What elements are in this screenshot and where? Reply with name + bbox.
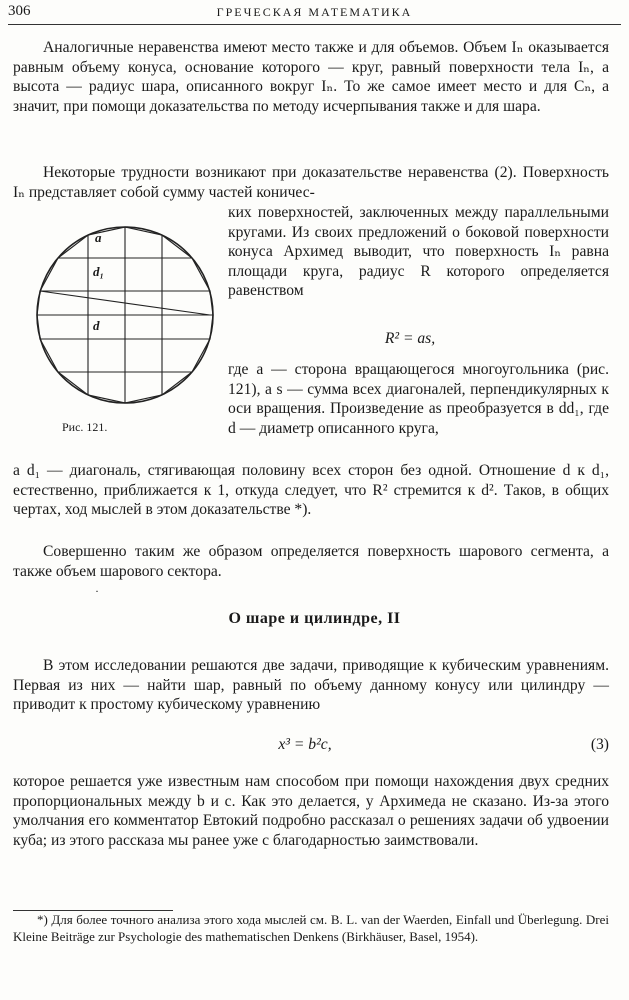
formula-cubic: x³ = b²c,: [278, 736, 332, 753]
figure-label-a: a: [95, 230, 102, 245]
figure-caption: Рис. 121.: [62, 420, 108, 434]
paragraph-segment: Совершенно таким же образом определяется поверхность шарового сегмента, а также объем шарового сектора.: [13, 543, 609, 580]
figure-121: [30, 215, 220, 415]
formula-r-squared: R² = as,: [384, 330, 436, 347]
paragraph-surface-right: ких поверхностей, заключенных между параллельными кругами. Из своих предложений о боковой поверхности конуса Архимед выводит, что поверхность Iₙ равна площади круга, радиус R которого определяется равенством: [228, 204, 609, 300]
footnote-rule: [13, 910, 173, 911]
page-number: 306: [8, 3, 31, 19]
paragraph-surface-explanation: где a — сторона вращающегося многоугольника (рис. 121), а s — сумма всех диагоналей, перпендикулярных к оси вращения. Произведение as преобразуется в dd₁, где d — диаметр описанного круга,: [228, 361, 609, 437]
header-rule: [8, 24, 621, 25]
paragraph-volumes: Аналогичные неравенства имеют место также и для объемов. Объем Iₙ оказывается равным объему конуса, основание которого — круг, равный поверхности тела Iₙ, а высота — радиус шара, описанного вокруг Iₙ. То же самое имеет место и для Cₙ, а значит, при помощи доказательства по методу исчерпывания также и для шара.: [13, 39, 609, 115]
stray-mark: ·: [95, 584, 99, 598]
footnote: *) Для более точного анализа этого хода мыслей см. B. L. van der Waerden, Einfall und Überlegung. Drei Kleine Beiträge zur Psychologie des mathematischen Denkens (Birkhäuser, Basel, 1954).: [13, 912, 609, 944]
figure-label-d: d: [93, 318, 100, 333]
paragraph-cubic-problems: В этом исследовании решаются две задачи, приводящие к кубическим уравнениям. Первая из них — найти шар, равный по объему данному конусу или цилиндру — приводит к простому кубическому уравнению: [13, 657, 609, 714]
paragraph-surface-intro: Некоторые трудности возникают при доказательстве неравенства (2). Поверхность Iₙ представляет собой сумму частей коничес-: [13, 164, 609, 201]
page-header: [8, 3, 621, 23]
figure-label-d1: d₁: [93, 264, 105, 279]
paragraph-eutocius: которое решается уже известным нам способом при помощи нахождения двух средних пропорциональных между b и c. Как это делается, у Архимеда не сказано. Из-за этого умолчания его комментатор Евтокий подробно рассказал о решениях задачи об удвоении куба; из этого рассказа мы ранее уже с благодарностью заимствовали.: [13, 773, 609, 849]
running-head: ГРЕЧЕСКАЯ МАТЕМАТИКА: [216, 5, 413, 19]
section-title: О шаре и цилиндре, II: [228, 610, 401, 627]
equation-number: (3): [590, 736, 609, 753]
paragraph-surface-conclusion: а d₁ — диагональ, стягивающая половину всех сторон без одной. Отношение d к d₁, естественно, приближается к 1, откуда следует, что R² стремится к d². Таков, в общих чертах, ход мыслей в этом доказательстве *).: [13, 462, 609, 519]
